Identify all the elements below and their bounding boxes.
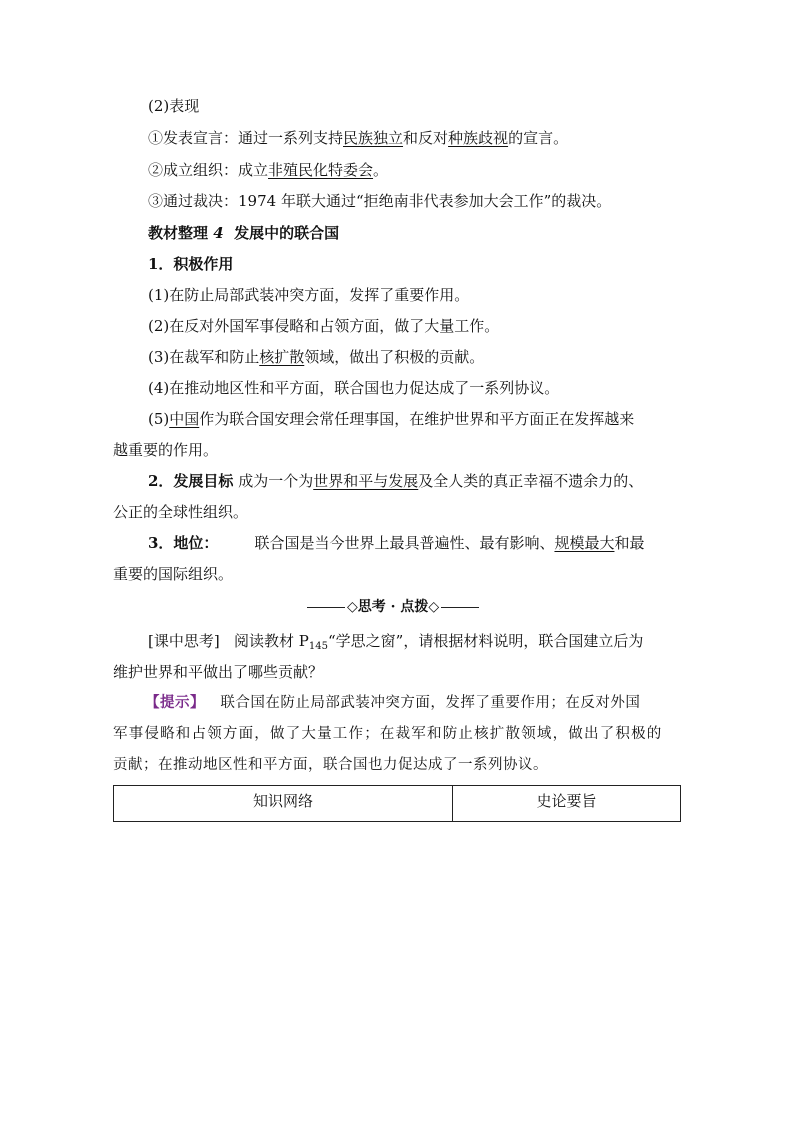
paragraph-development-goal: 2．发展目标 成为一个为世界和平与发展及全人类的真正幸福不遗余力的、 — [148, 472, 644, 490]
section-heading: 教材整理 4 发展中的联合国 — [148, 224, 340, 242]
paragraph-status: 3．地位： 联合国是当今世界上最具普遍性、最有影响、规模最大和最 — [148, 534, 645, 552]
underlined-term: 中国 — [169, 410, 200, 428]
underlined-term: 核扩散 — [259, 348, 305, 366]
list-item: (3)在裁军和防止核扩散领域，做出了积极的贡献。 — [148, 348, 485, 366]
knowledge-table — [113, 785, 681, 822]
question-continuation: 维护世界和平做出了哪些贡献？ — [113, 663, 324, 681]
hint-continuation: 贡献；在推动地区性和平方面，联合国也力促达成了一系列协议。 — [113, 757, 548, 773]
subheading-positive-role: 1．积极作用 — [148, 255, 234, 273]
hint-continuation: 军事侵略和占领方面，做了大量工作；在裁军和防止核扩散领域，做出了积极的 — [113, 726, 663, 742]
paragraph-ruling: ③通过裁决：1974 年联大通过“拒绝南非代表参加大会工作”的裁决。 — [148, 192, 612, 210]
paragraph-continuation: 重要的国际组织。 — [113, 565, 234, 583]
table-header-historical-theory: 史论要旨 — [453, 786, 681, 822]
list-item: (5)中国作为联合国安理会常任理事国，在维护世界和平方面正在发挥越来 — [148, 410, 635, 428]
underlined-term: 非殖民化特委会 — [268, 161, 374, 179]
underlined-term: 种族歧视 — [448, 129, 509, 147]
underlined-term: 规模最大 — [554, 534, 615, 552]
list-item: (1)在防止局部武装冲突方面，发挥了重要作用。 — [148, 286, 470, 304]
list-item: (2)在反对外国军事侵略和占领方面，做了大量工作。 — [148, 317, 500, 335]
section-divider: ◇思考 · 点拨◇ — [305, 598, 481, 616]
paragraph-organization: ②成立组织：成立非殖民化特委会。 — [148, 161, 389, 179]
list-item: (4)在推动地区性和平方面，联合国也力促达成了一系列协议。 — [148, 379, 560, 397]
paragraph-manifestation-heading: (2)表现 — [148, 97, 200, 115]
underlined-term: 世界和平与发展 — [313, 472, 419, 490]
hint-paragraph: 【提示】 联合国在防止局部武装冲突方面，发挥了重要作用；在反对外国 — [145, 694, 641, 711]
list-item-continuation: 越重要的作用。 — [113, 441, 219, 459]
paragraph-declarations: ①发表宣言：通过一系列支持民族独立和反对种族歧视的宣言。 — [148, 129, 569, 147]
paragraph-continuation: 公正的全球性组织。 — [113, 503, 249, 521]
question-paragraph: [课中思考] 阅读教材 $P_{145}“$学思之窗”，请根据材料说明，联合国建立后为 — [148, 632, 644, 652]
underlined-term: 民族独立 — [343, 129, 404, 147]
hint-label: 【提示】 — [145, 694, 205, 711]
table-header-knowledge-network: 知识网络 — [114, 786, 453, 822]
